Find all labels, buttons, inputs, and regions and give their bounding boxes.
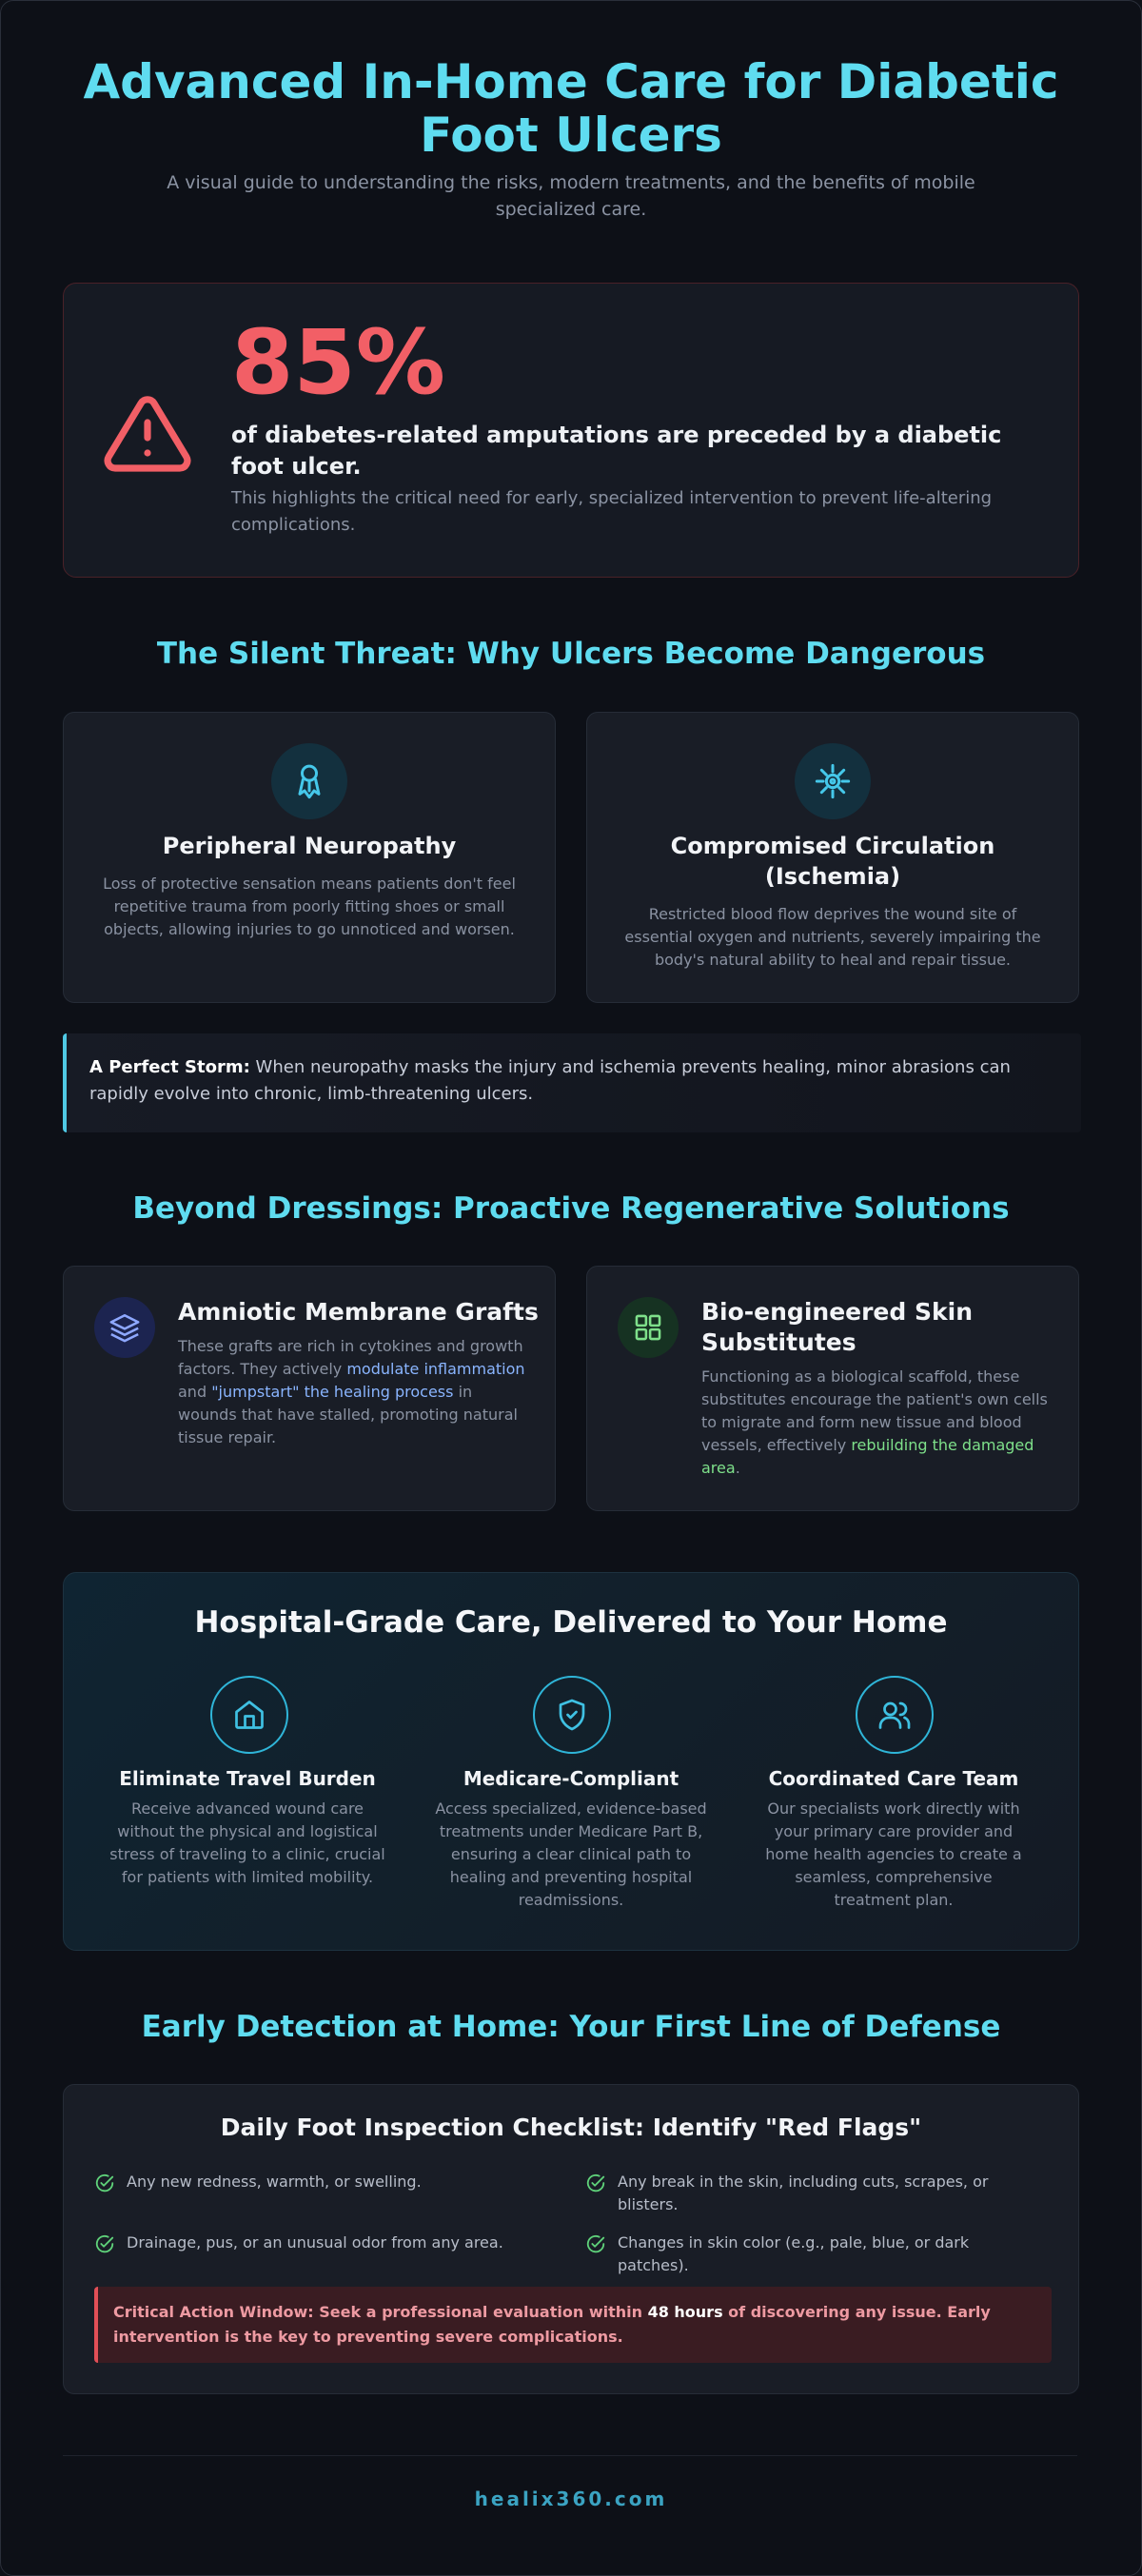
amniotic-card bbox=[63, 1266, 556, 1511]
amniotic-body-2: and bbox=[178, 1383, 212, 1401]
checklist-item-text: Any break in the skin, including cuts, scrapes, or blisters. bbox=[618, 2173, 989, 2213]
home-care-title: Hospital-Grade Care, Delivered to Your Home bbox=[194, 1605, 948, 1640]
amniotic-highlight-inflammation: modulate inflammation bbox=[346, 1360, 525, 1378]
care-team-body: Our specialists work directly with your primary care provider and home health agencies to create a seamless, comprehensive treatment plan. bbox=[765, 1799, 1022, 1909]
stat-lead: of diabetes-related amputations are preceded by a diabetic foot ulcer. bbox=[231, 422, 1002, 480]
perfect-storm-body: When neuropathy masks the injury and ischemia prevents healing, minor abrasions can rapidly evolve into chronic, limb-threatening ulcers. bbox=[89, 1057, 1011, 1104]
nerve-icon bbox=[271, 743, 347, 819]
section-title-threat: The Silent Threat: Why Ulcers Become Dangerous bbox=[156, 637, 986, 671]
circulation-title: Compromised Circulation (Ischemia) bbox=[670, 833, 995, 890]
perfect-storm-callout bbox=[63, 1033, 1081, 1132]
care-team-title: Coordinated Care Team bbox=[768, 1767, 1019, 1790]
checklist-item bbox=[585, 2232, 1036, 2277]
circulation-card bbox=[586, 712, 1079, 1003]
medicare-title: Medicare-Compliant bbox=[463, 1767, 679, 1790]
bio-skin-body-2: . bbox=[735, 1459, 740, 1477]
checklist-item bbox=[94, 2232, 545, 2254]
amputation-stat-card bbox=[63, 283, 1079, 578]
checklist-item bbox=[94, 2171, 545, 2193]
users-icon bbox=[856, 1676, 934, 1754]
perfect-storm-text bbox=[89, 1054, 1051, 1108]
bio-skin-body bbox=[701, 1366, 1053, 1480]
alert-48-hours: 48 hours bbox=[647, 2303, 723, 2321]
layers-icon bbox=[94, 1297, 155, 1358]
grid-icon bbox=[618, 1297, 679, 1358]
bio-skin-title: Bio-engineered Skin Substitutes bbox=[701, 1298, 973, 1356]
check-circle-icon bbox=[94, 2233, 115, 2254]
neuropathy-card bbox=[63, 712, 556, 1003]
alert-text-1: Critical Action Window: Seek a professional evaluation within bbox=[113, 2303, 648, 2321]
warning-triangle-icon bbox=[102, 388, 193, 480]
perfect-storm-label: A Perfect Storm: bbox=[89, 1057, 250, 1077]
checklist-card bbox=[63, 2084, 1079, 2394]
checklist-item bbox=[585, 2171, 1036, 2216]
check-circle-icon bbox=[94, 2173, 115, 2193]
virus-icon bbox=[795, 743, 871, 819]
shield-check-icon bbox=[533, 1676, 611, 1754]
checklist-item-text: Changes in skin color (e.g., pale, blue, or dark patches). bbox=[618, 2233, 970, 2274]
check-circle-icon bbox=[585, 2173, 606, 2193]
section-title-regen: Beyond Dressings: Proactive Regenerative Solutions bbox=[132, 1191, 1010, 1226]
page-title: Advanced In-Home Care for Diabetic Foot Ulcers bbox=[83, 54, 1059, 163]
travel-title: Eliminate Travel Burden bbox=[119, 1767, 376, 1790]
bio-skin-highlight: rebuilding the damaged area bbox=[701, 1436, 1034, 1477]
home-care-card bbox=[63, 1572, 1079, 1951]
stat-note: This highlights the critical need for early, specialized intervention to prevent life-altering complications. bbox=[231, 488, 993, 535]
checklist-item-text: Drainage, pus, or an unusual odor from any area. bbox=[127, 2233, 503, 2252]
bio-skin-body-1: Functioning as a biological scaffold, these substitutes encourage the patient's own cells to migrate and form new tissue and blood vessels, effectively bbox=[701, 1367, 1048, 1454]
amniotic-body bbox=[178, 1335, 530, 1449]
home-icon bbox=[210, 1676, 288, 1754]
amniotic-body-3: in wounds that have stalled, promoting natural tissue repair. bbox=[178, 1383, 518, 1446]
amniotic-highlight-healing: "jumpstart" the healing process bbox=[211, 1383, 454, 1401]
page-subtitle: A visual guide to understanding the risks, modern treatments, and the benefits of mobile specialized care. bbox=[167, 172, 975, 220]
critical-action-text bbox=[113, 2300, 1027, 2350]
circulation-body: Restricted blood flow deprives the wound site of essential oxygen and nutrients, severely impairing the body's natural ability to heal and repair tissue. bbox=[624, 905, 1041, 969]
footer-divider bbox=[63, 2455, 1077, 2456]
travel-body: Receive advanced wound care without the physical and logistical stress of traveling to a clinic, crucial for patients with limited mobility. bbox=[109, 1799, 385, 1886]
checklist-item-text: Any new redness, warmth, or swelling. bbox=[127, 2173, 422, 2191]
medicare-body: Access specialized, evidence-based treatments under Medicare Part B, ensuring a clear clinical path to healing and preventing hospital readmissions. bbox=[435, 1799, 707, 1909]
stat-value: 85% bbox=[231, 311, 445, 415]
check-circle-icon bbox=[585, 2233, 606, 2254]
bio-skin-card bbox=[586, 1266, 1079, 1511]
amniotic-title: Amniotic Membrane Grafts bbox=[178, 1298, 539, 1326]
alert-text-2: of discovering any issue. Early intervention is the key to preventing severe complications. bbox=[113, 2303, 991, 2346]
amniotic-body-1: These grafts are rich in cytokines and growth factors. They actively bbox=[178, 1337, 523, 1378]
section-title-detect: Early Detection at Home: Your First Line of Defense bbox=[141, 2010, 1001, 2044]
neuropathy-title: Peripheral Neuropathy bbox=[162, 833, 457, 859]
checklist-title: Daily Foot Inspection Checklist: Identify "Red Flags" bbox=[220, 2114, 922, 2141]
neuropathy-body: Loss of protective sensation means patients don't feel repetitive trauma from poorly fitting shoes or small objects, allowing injuries to go unnoticed and worsen. bbox=[103, 875, 516, 938]
footer-domain: healix360.com bbox=[474, 2488, 668, 2510]
critical-action-alert bbox=[94, 2287, 1052, 2363]
